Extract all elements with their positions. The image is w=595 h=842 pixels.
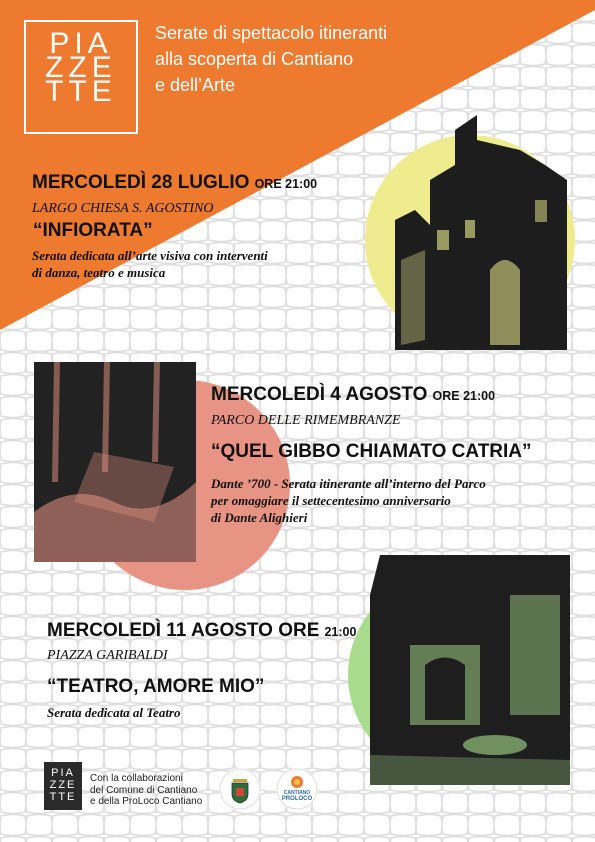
proloco-logo-text [276, 790, 318, 802]
footer-piazzette-logo [44, 762, 82, 810]
event-1-place: LARGO CHIESA S. AGOSTINO [32, 201, 214, 216]
description-line: per omaggiare il settecentesimo anniversario [211, 493, 451, 508]
description-line: Serata dedicata al Teatro [47, 705, 181, 720]
tagline-line: alla scoperta di Cantiano [155, 49, 354, 69]
event-3-title: “TEATRO, AMORE MIO” [47, 676, 265, 697]
tagline-line: Serate di spettacolo itineranti [155, 23, 388, 43]
event-1-description [32, 247, 268, 281]
event-time: 21:00 [324, 625, 357, 639]
event-1-datetime [32, 172, 317, 194]
event-3-description [47, 704, 181, 721]
event-1-title: “INFIORATA” [33, 220, 153, 241]
comune-cantiano-seal [219, 768, 261, 810]
event-2-datetime [211, 384, 495, 406]
description-line: Serata dedicata all’arte visiva con interventi [32, 248, 268, 263]
logo-line: PIA [49, 27, 113, 60]
event-2-description [211, 475, 486, 526]
collaboration-line: e della ProLoco Cantiano [90, 796, 203, 807]
event-3-place: PIAZZA GARIBALDI [47, 648, 168, 663]
collaboration-line: Con la collaborazioni [90, 773, 183, 784]
event-date: MERCOLEDÌ 28 LUGLIO [32, 172, 250, 193]
logo-line: ZZE [45, 51, 117, 84]
proloco-text-line: CANTIANO [283, 790, 311, 796]
event-time: ORE 21:00 [432, 389, 496, 403]
fountain-photo [370, 555, 570, 785]
event-date: MERCOLEDÌ 4 AGOSTO [211, 384, 428, 405]
collaboration-text [90, 773, 202, 808]
collaboration-line: del Comune di Cantiano [90, 784, 198, 796]
coat-of-arms-icon [219, 768, 261, 810]
logo-line: TTE [49, 791, 77, 803]
piazzette-logo [24, 20, 138, 134]
event-2-place: PARCO DELLE RIMEMBRANZE [211, 413, 401, 428]
description-line: Dante ’700 - Serata itinerante all’interno del Parco [211, 476, 486, 491]
proloco-text-line: PROLOCO [281, 796, 313, 802]
tagline-line: e dell’Arte [155, 75, 236, 95]
event-time: ORE 21:00 [254, 177, 318, 191]
logo-line: ZZE [49, 779, 77, 791]
park-photo [34, 362, 196, 562]
proloco-logo-icon [276, 768, 318, 810]
event-3-datetime [47, 620, 356, 642]
logo-line: TTE [45, 75, 117, 108]
proloco-cantiano-logo [276, 768, 318, 810]
tagline [155, 20, 485, 98]
event-date: MERCOLEDÌ 11 AGOSTO ORE [47, 620, 320, 641]
logo-line: PIA [51, 767, 75, 779]
description-line: di danza, teatro e musica [32, 265, 166, 280]
description-line: di Dante Alighieri [211, 510, 308, 525]
event-2-title: “QUEL GIBBO CHIAMATO CATRIA” [211, 441, 532, 462]
